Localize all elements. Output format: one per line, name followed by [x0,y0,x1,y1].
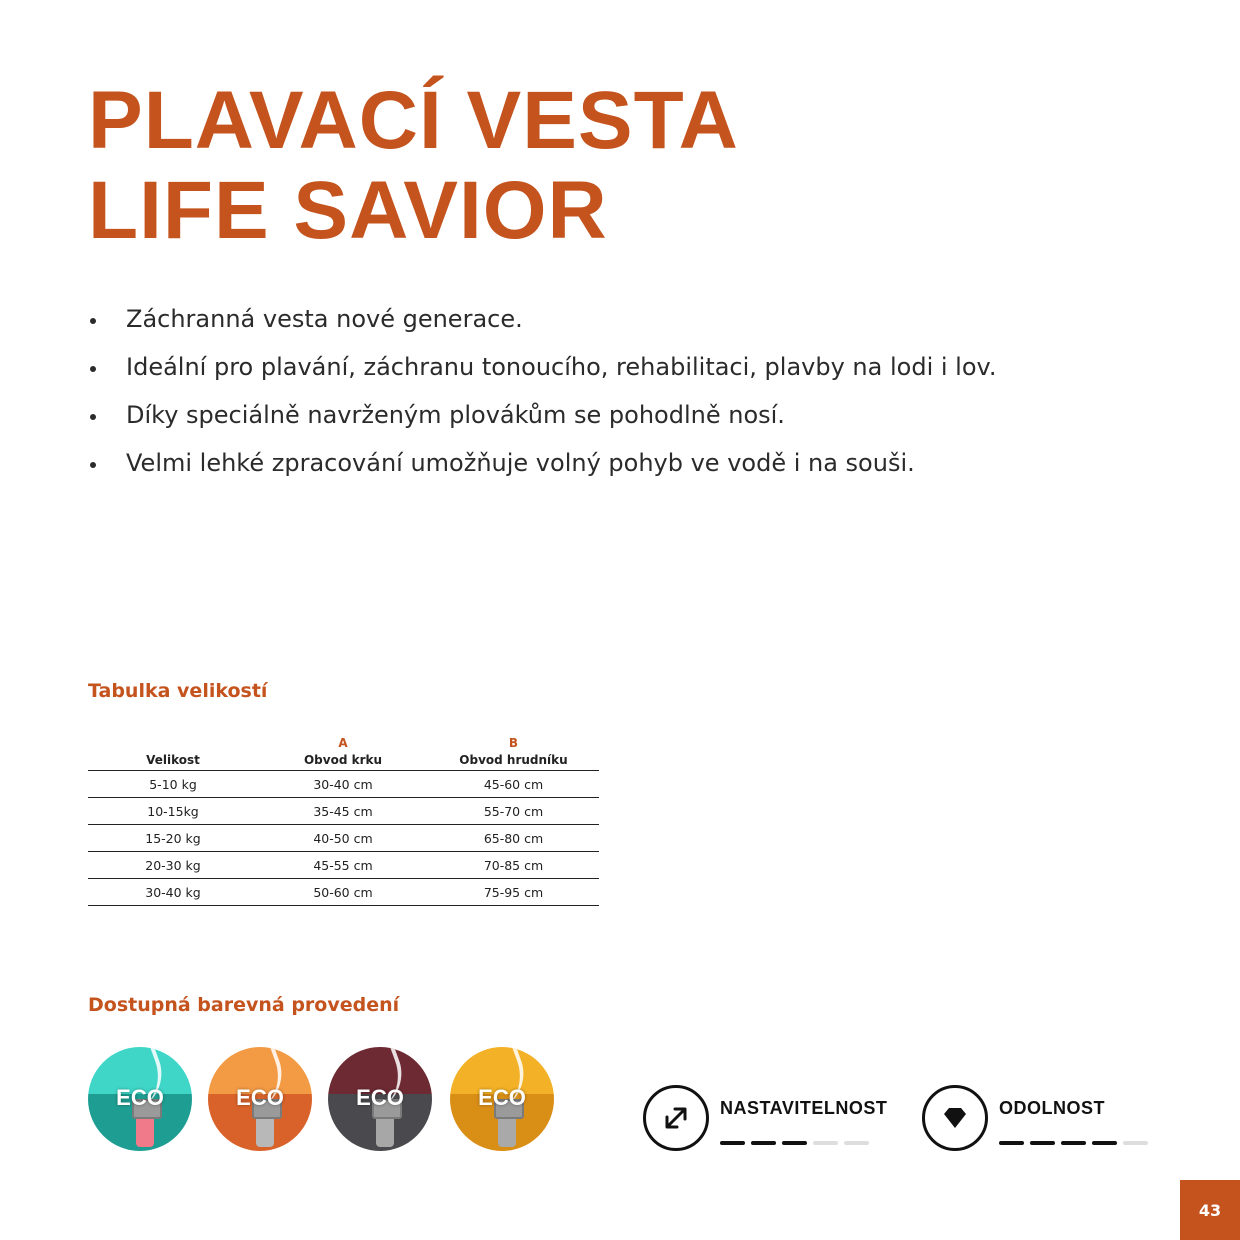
rating-dashes [720,1130,875,1134]
title-line-2: LIFE SAVIOR [88,165,608,256]
rating-dash-filled [1030,1141,1055,1145]
diamond-icon-circle [922,1085,988,1151]
resize-arrows-icon-circle [643,1085,709,1151]
table-cell: 15-20 kg [88,825,258,852]
title-line-1: PLAVACÍ VESTA [88,75,739,166]
rating-dash-filled [720,1141,745,1145]
rating-dash-filled [782,1141,807,1145]
rating-dash-filled [999,1141,1024,1145]
rating-dashes [999,1130,1154,1134]
table-cell: 45-60 cm [428,771,599,798]
column-letter-a: A [338,736,348,750]
list-item: Ideální pro plavání, záchranu tonoucího, rehabilitaci, plavby na lodi i lov. [88,344,996,392]
column-letter [88,728,258,750]
table-row [88,798,599,825]
list-item: Záchranná vesta nové generace. [88,296,996,344]
table-cell: 75-95 cm [428,879,599,906]
feature-adjustability [643,1085,903,1155]
table-cell: 5-10 kg [88,771,258,798]
column-header-neck: Obvod krku [258,750,428,771]
table-cell: 30-40 cm [258,771,428,798]
eco-label: ECO [236,1085,284,1110]
rating-dash-filled [1092,1141,1117,1145]
table-cell: 45-55 cm [258,852,428,879]
colors-heading: Dostupná barevná provedení [88,994,400,1016]
table-cell: 20-30 kg [88,852,258,879]
feature-label: NASTAVITELNOST [720,1098,888,1118]
color-swatch-turquoise [88,1047,192,1151]
table-letter-row [88,728,599,750]
table-row [88,771,599,798]
page-title [88,76,739,256]
rating-dash-filled [751,1141,776,1145]
rating-dash-empty [813,1141,838,1145]
table-cell: 40-50 cm [258,825,428,852]
eco-label: ECO [478,1085,526,1110]
table-header-row [88,750,599,771]
table-row [88,879,599,906]
table-cell: 50-60 cm [258,879,428,906]
column-letter-b: B [508,736,519,750]
eco-label: ECO [356,1085,404,1110]
table-cell: 55-70 cm [428,798,599,825]
feature-durability [922,1085,1162,1155]
table-cell: 30-40 kg [88,879,258,906]
feature-label: ODOLNOST [999,1098,1105,1118]
color-swatch-burgundy [328,1047,432,1151]
list-item: Díky speciálně navrženým plovákům se pohodlně nosí. [88,392,996,440]
rating-dash-filled [1061,1141,1086,1145]
rating-dash-empty [844,1141,869,1145]
eco-label: ECO [116,1085,164,1110]
list-item: Velmi lehké zpracování umožňuje volný pohyb ve vodě i na souši. [88,440,996,488]
table-row [88,825,599,852]
page-number: 43 [1180,1180,1240,1240]
color-swatch-orange [208,1047,312,1151]
diamond-icon [925,1088,985,1148]
table-cell: 35-45 cm [258,798,428,825]
size-table [88,728,599,906]
resize-arrows-icon [646,1088,706,1148]
table-cell: 70-85 cm [428,852,599,879]
table-cell: 10-15kg [88,798,258,825]
table-row [88,852,599,879]
rating-dash-empty [1123,1141,1148,1145]
table-cell: 65-80 cm [428,825,599,852]
column-header-chest: Obvod hrudníku [428,750,599,771]
column-header-size: Velikost [88,750,258,771]
feature-bullet-list [88,296,996,488]
color-swatch-list [88,1047,558,1153]
size-table-heading: Tabulka velikostí [88,680,268,702]
color-swatch-yellow [450,1047,554,1151]
